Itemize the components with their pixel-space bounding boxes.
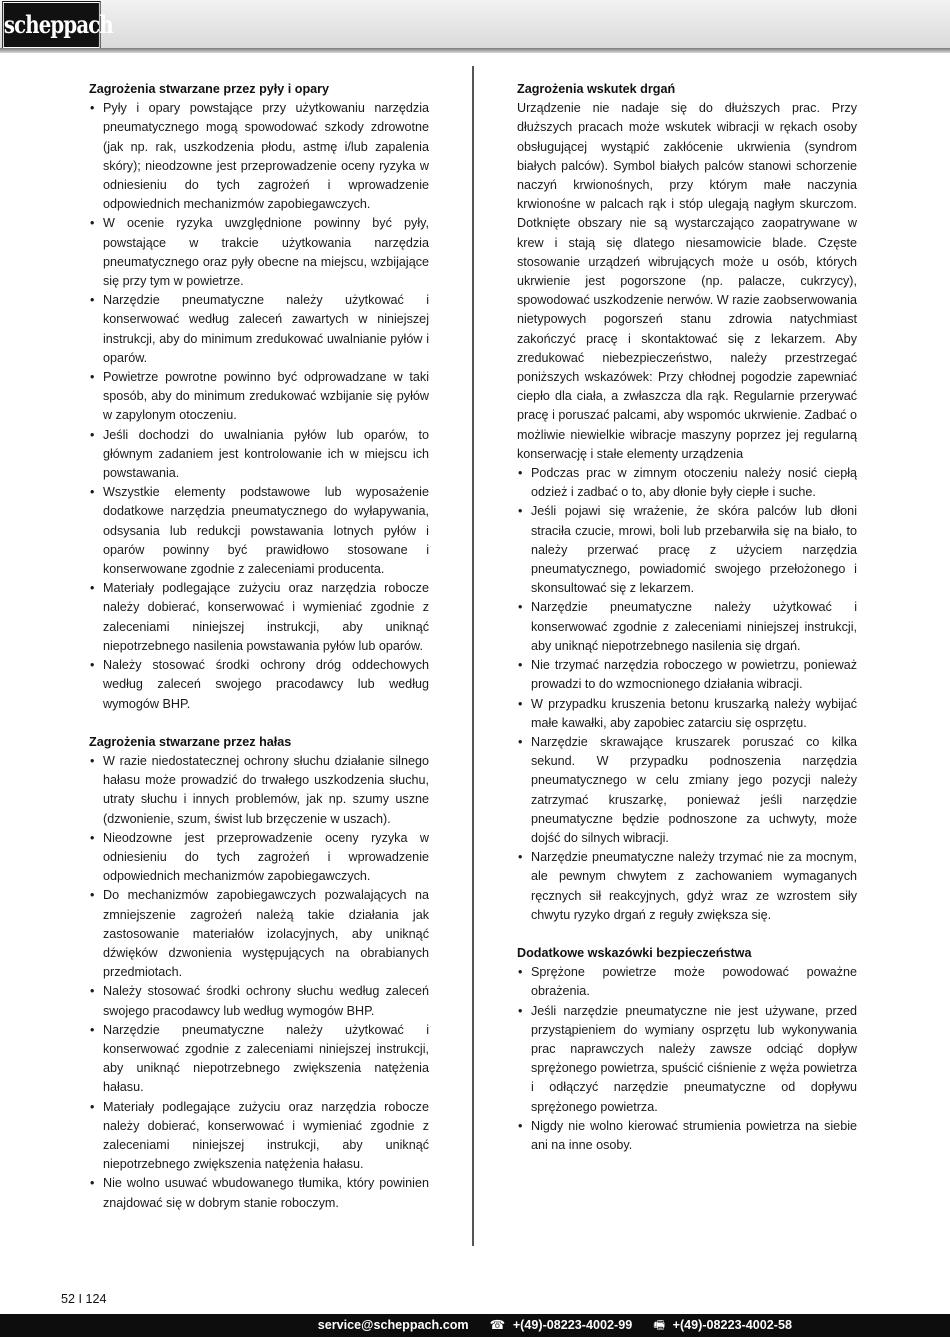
phone-icon: ☎	[489, 1318, 506, 1332]
page-number: 52 I 124	[61, 1292, 107, 1306]
list-item: • Jeśli dochodzi do uwalniania pyłów lub oparów, to głównym zadaniem jest kontrolowanie ich w miejscu ich powstawania.	[89, 426, 429, 484]
footer-contact	[318, 1314, 792, 1337]
section-title: Dodatkowe wskazówki bezpieczeństwa	[517, 945, 752, 960]
list-item: • Do mechanizmów zapobiegawczych pozwalających na zmniejszenie zagrożeń należą takie działania jak zastosowanie materiałów izolacyjnych, aby uniknąć dźwięków dzwonienia występujących na obrabianych przedmiotach.	[89, 886, 429, 982]
page-header	[0, 0, 950, 48]
section-noise	[89, 733, 429, 1213]
list-item: • Nie trzymać narzędzia roboczego w powietrzu, ponieważ prowadzi to do wzmocnionego działania wibracji.	[517, 656, 857, 694]
list-item: • W ocenie ryzyka uwzględnione powinny być pyły, powstające w trakcie użytkowania narzędzia pneumatycznego oraz pyły obecne na miejscu, wzbijające się przy tym w powietrze.	[89, 214, 429, 291]
bullet-list	[89, 752, 429, 1213]
scheppach-logo: scheppach	[3, 2, 100, 48]
list-item: • Wszystkie elementy podstawowe lub wyposażenie dodatkowe narzędzia pneumatycznego do wyłapywania, odsysania lub redukcji powstawania lotnych pyłów i oparów powinny być prawidłowo stosowane i konserwowane zgodnie z zaleceniami producenta.	[89, 483, 429, 579]
list-item: • Narzędzie skrawające kruszarek poruszać co kilka sekund. W przypadku podnoszenia narzędzia pneumatycznego w celu zmiany jego pozycji należy zatrzymać kruszarkę, ponieważ jeśli narzędzie pneumatyczne będzie podnoszone za uchwyty, może dojść do silnych wibracji.	[517, 733, 857, 848]
header-shadow	[0, 48, 950, 53]
list-item: • Sprężone powietrze może powodować poważne obrażenia.	[517, 963, 857, 1001]
list-item: • Należy stosować środki ochrony słuchu według zaleceń swojego pracodawcy lub według wymogów BHP.	[89, 982, 429, 1020]
list-item: • Jeśli narzędzie pneumatyczne nie jest używane, przed przystąpieniem do wymiany osprzętu lub wykonywania prac naprawczych należy zawsze odciąć dopływ sprężonego powietrza, spuścić ciśnienie z węża powietrza i odłączyć narzędzie pneumatyczne od dopływu sprężonego powietrza.	[517, 1002, 857, 1117]
section-title: Zagrożenia stwarzane przez hałas	[89, 734, 292, 749]
list-item: • W razie niedostatecznej ochrony słuchu działanie silnego hałasu może prowadzić do trwałego uszkodzenia słuchu, utraty słuchu i innych problemów, jak np. szumy uszne (dzwonienie, szum, świst lub brzęczenie w uszach).	[89, 752, 429, 829]
list-item: • Jeśli pojawi się wrażenie, że skóra palców lub dłoni straciła czucie, mrowi, boli lub przebarwiła się na biało, to należy przerwać pracę z użyciem narzędzia pneumatycznego, powiadomić swojego przełożonego i skonsultować się z lekarzem.	[517, 502, 857, 598]
list-item: • Narzędzie pneumatyczne należy trzymać nie za mocnym, ale pewnym chwytem z zachowaniem wymaganych ręcznych sił reakcyjnych, gdyż wraz ze wzrostem siły chwytu ryzyko drgań z reguły zwiększa się.	[517, 848, 857, 925]
list-item: • Nieodzowne jest przeprowadzenie oceny ryzyka w odniesieniu do tych zagrożeń i wprowadzenie odpowiednich mechanizmów zapobiegawczych.	[89, 829, 429, 887]
bullet-list	[517, 963, 857, 1155]
section-title: Zagrożenia stwarzane przez pyły i opary	[89, 82, 330, 96]
list-item: • Nigdy nie wolno kierować strumienia powietrza na siebie ani na inne osoby.	[517, 1117, 857, 1155]
list-item: • Pyły i opary powstające przy użytkowaniu narzędzia pneumatycznego mogą spowodować szkody zdrowotne (jak np. rak, uszkodzenia płodu, astmę i/lub zapalenia skóry); nieodzowne jest przeprowadzenie oceny ryzyka w odniesieniu do tych zagrożeń i wprowadzenie odpowiednich mechanizmów zapobiegawczych.	[89, 99, 429, 214]
right-column	[517, 80, 857, 1155]
bullet-list	[89, 99, 429, 714]
service-email[interactable]: service@scheppach.com	[317, 1318, 469, 1332]
list-item: • Narzędzie pneumatyczne należy użytkować i konserwować zgodnie z zaleceniami niniejszej instrukcji, aby uniknąć niepotrzebnego nasilenia się drgań.	[517, 598, 857, 656]
section-vibration	[517, 80, 857, 925]
section-intro: Urządzenie nie nadaje się do dłuższych prac. Przy dłuższych pracach może wskutek wibracji w rękach osoby obsługującej wystąpić zakłócenie ukrwienia (syndrom białych palców). Symbol białych palców stanowi schorzenie naczyń krwionośnych, przy którym małe naczynia krwionośne w palcach rąk i stóp ulegają nagłym skurczom. Dotknięte obszary nie są wystarczająco zaopatrywane w krew i stają się dlatego niesamowicie blade. Częste stosowanie urządzeń wibrujących może u osób, których ukrwienie jest pogorszone (np. palacze, cukrzycy), spowodować uszkodzenie nerwów. W razie zaobserwowania nietypowych pogorszeń stanu zdrowia natychmiast zakończyć pracę i skontaktować się z lekarzem. Aby zredukować niebezpieczeństwo, należy przestrzegać poniższych wskazówek: Przy chłodnej pogodzie zapewniać ciepło dla ciała, a zwłaszcza dla rąk. Regularnie przerywać pracę i poruszać palcami, aby wspomóc ukrwienie. Zadbać o możliwie niewielkie wibracje maszyny poprzez jej regularną konserwację i stałe elementy urządzenia	[517, 101, 857, 461]
list-item: • Powietrze powrotne powinno być odprowadzane w taki sposób, aby do minimum zredukować wzbijanie się pyłów w zapylonym otoczeniu.	[89, 368, 429, 426]
list-item: • Nie wolno usuwać wbudowanego tłumika, który powinien znajdować się w dobrym stanie roboczym.	[89, 1174, 429, 1212]
service-fax: +(49)-08223-4002-58	[672, 1318, 792, 1332]
list-item: • W przypadku kruszenia betonu kruszarką należy wybijać małe kawałki, aby zapobiec zatarciu się osprzętu.	[517, 695, 857, 733]
list-item: • Narzędzie pneumatyczne należy użytkować i konserwować według zaleceń zawartych w niniejszej instrukcji, aby do minimum zredukować uwalnianie pyłów i oparów.	[89, 291, 429, 368]
section-dust-fumes	[89, 80, 429, 714]
page-footer	[0, 1314, 950, 1337]
list-item: • Podczas prac w zimnym otoczeniu należy nosić ciepłą odzież i zadbać o to, aby dłonie były ciepłe i suche.	[517, 464, 857, 502]
column-divider	[472, 66, 474, 1246]
fax-icon: 🖷	[653, 1318, 666, 1332]
left-column	[89, 80, 429, 1213]
list-item: • Materiały podlegające zużyciu oraz narzędzia robocze należy dobierać, konserwować i wymieniać zgodnie z zaleceniami niniejszej instrukcji, aby uniknąć niepotrzebnego zwiększenia natężenia hałasu.	[89, 1098, 429, 1175]
list-item: • Należy stosować środki ochrony dróg oddechowych według zaleceń swojego pracodawcy lub według wymogów BHP.	[89, 656, 429, 714]
section-title: Zagrożenia wskutek drgań	[517, 82, 676, 96]
list-item: • Narzędzie pneumatyczne należy użytkować i konserwować zgodnie z zaleceniami niniejszej instrukcji, aby uniknąć niepotrzebnego zwiększenia natężenia hałasu.	[89, 1021, 429, 1098]
list-item: • Materiały podlegające zużyciu oraz narzędzia robocze należy dobierać, konserwować i wymieniać zgodnie z zaleceniami niniejszej instrukcji, aby uniknąć niepotrzebnego nasilenia powstawania pyłów lub oparów.	[89, 579, 429, 656]
bullet-list	[517, 464, 857, 925]
section-additional-safety	[517, 944, 857, 1155]
service-phone[interactable]: +(49)-08223-4002-99	[512, 1318, 633, 1332]
